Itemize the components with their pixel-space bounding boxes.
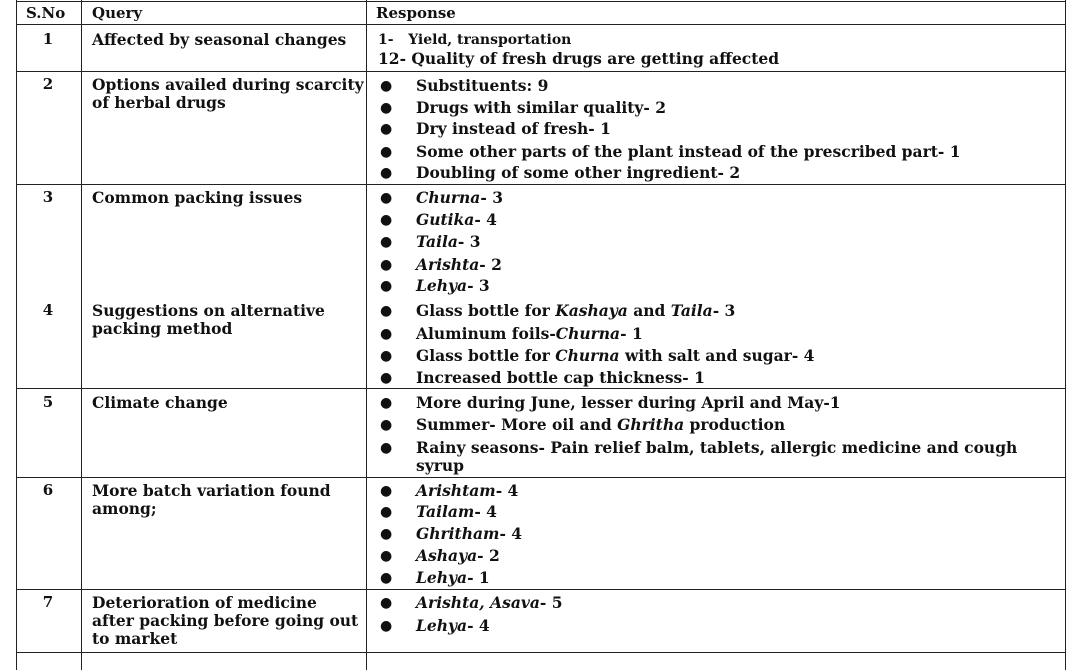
bullet-icon: ● [380, 100, 393, 116]
row-query: Climate change [92, 393, 228, 412]
bullet-icon: ● [380, 257, 393, 273]
bullet-icon: ● [380, 190, 393, 206]
rule [1065, 0, 1066, 670]
line-number: 1- [378, 32, 394, 48]
bullet-icon: ● [380, 595, 393, 611]
header-response: Response [376, 4, 456, 22]
response-line [378, 50, 779, 68]
bullet-icon: ● [380, 483, 393, 499]
row-sno: 4 [42, 301, 54, 319]
rule [16, 388, 1066, 389]
bullet-icon: ● [380, 618, 393, 634]
row-sno: 5 [42, 393, 54, 411]
rule [16, 477, 1066, 478]
bullet-icon: ● [380, 278, 393, 294]
bullet-icon: ● [380, 78, 393, 94]
row-sno: 2 [42, 75, 54, 93]
bullet-icon: ● [380, 303, 393, 319]
row-query: Deterioration of medicine after packing before going out to market [92, 593, 359, 648]
line-text: Yield, transportation [408, 32, 572, 48]
rule [16, 1, 1066, 2]
row-query: Suggestions on alternative packing method [92, 301, 325, 338]
row-query: Affected by seasonal changes [92, 30, 347, 49]
line-number: 12- [378, 49, 407, 68]
bullet-icon: ● [380, 121, 393, 137]
response-line [378, 31, 571, 49]
rule [16, 652, 1066, 653]
rule [81, 0, 82, 670]
row-sno: 1 [42, 30, 54, 48]
bullet-icon: ● [380, 144, 393, 160]
row-query: Options availed during scarcity of herbal drugs [92, 75, 364, 112]
row-sno: 7 [42, 593, 54, 611]
header-sno: S.No [26, 4, 66, 22]
row-query: Common packing issues [92, 188, 303, 207]
rule [16, 589, 1066, 590]
bullet-icon: ● [380, 165, 393, 181]
rule [366, 0, 367, 670]
bullet-icon: ● [380, 395, 393, 411]
bullet-icon: ● [380, 548, 393, 564]
rule [16, 24, 1066, 25]
rule [16, 0, 17, 670]
bullet-icon: ● [380, 370, 393, 386]
bullet-icon: ● [380, 212, 393, 228]
bullet-icon: ● [380, 570, 393, 586]
header-query: Query [92, 4, 143, 22]
bullet-icon: ● [380, 348, 393, 364]
bullet-icon: ● [380, 234, 393, 250]
row-query: More batch variation found among; [92, 481, 331, 518]
row-sno: 6 [42, 481, 54, 499]
bullet-icon: ● [380, 526, 393, 542]
survey-table: S.No Query Response 1 Affected by seasonal changes 1- Yield, transportation 12- Quality of fresh drugs are getting affected 2 Options availed during scarcity of herbal drugs ● Substituents: 9 ● Drugs with similar quality- 2 ● Dry instead of fresh- 1 ● Some other parts of the plant instead of the prescribed part- 1 ● Doubling of some other ingredient- 2 3 Common packing issues ● Churna- 3 ● Gutika- 4 ● Taila- 3 ● Arishta- 2 ● Lehya- 3 4 Suggestions on alternative packing method ● Glass bottle for Kashaya and Taila- 3 ● Aluminum foils-Churna- 1 ● Glass bottle for Churna with salt and sugar- 4 ● Increased bottle cap thickness- 1 5 Climate change ● More during June, lesser during April and May-1 ● Summer- More oil and Ghritha production ● Rainy seasons- Pain relief balm, tablets, allergic medicine and cough syrup 6 More batch variation found among; ● Arishtam- 4 ● Tailam- 4 ● Ghritham- 4 ● Ashaya- 2 ● Lehya- 1 7 Deterioration of medicine after packing before going out to market ● Arishta, Asava- 5 ● Lehya- 4 [16, 0, 1066, 670]
bullet-icon: ● [380, 417, 393, 433]
line-text: Quality of fresh drugs are getting affected [411, 49, 780, 68]
bullet-icon: ● [380, 504, 393, 520]
bullet-icon: ● [380, 326, 393, 342]
row-sno: 3 [42, 188, 54, 206]
rule [16, 71, 1066, 72]
rule [16, 184, 1066, 185]
bullet-icon: ● [380, 440, 393, 456]
